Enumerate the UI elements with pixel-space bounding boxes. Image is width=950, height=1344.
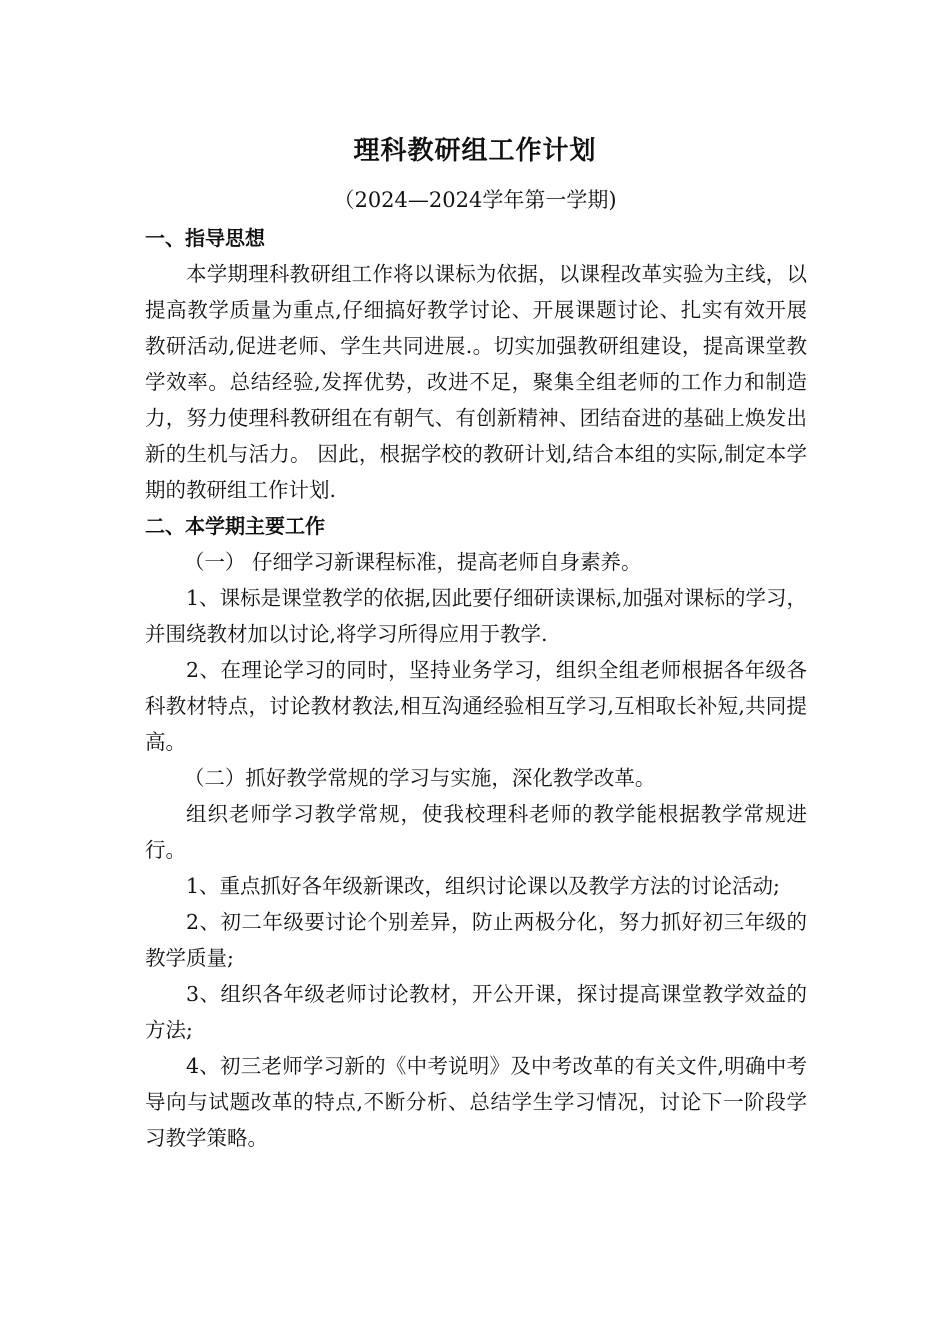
list-item: 2、初二年级要讨论个别差异，防止两极分化，努力抓好初三年级的教学质量;: [145, 910, 807, 970]
document-title: 理科教研组工作计划: [353, 136, 597, 166]
document-body: [145, 220, 807, 1156]
list-item: 1、重点抓好各年级新课改，组织讨论课以及教学方法的讨论活动;: [186, 874, 780, 898]
paragraph-guiding-ideology: 本学期理科教研组工作将以课标为依据，以课程改革实验为主线，以提高教学质量为重点,仔细搞好教学讨论、开展课题讨论、扎实有效开展教研活动,促进老师、学生共同进展.。切实加强教研组建设，提高课堂教学效率。总结经验,发挥优势，改进不足，聚集全组老师的工作力和制造力，努力使理科教研组在有朝气、有创新精神、团结奋进的基础上焕发出新的生机与活力。 因此，根据学校的教研计划,结合本组的实际,制定本学期的教研组工作计划.: [145, 262, 807, 502]
document-subtitle: （2024—2024学年第一学期): [333, 188, 617, 212]
section-heading-guiding-ideology: 一、指导思想: [145, 226, 265, 250]
paragraph-routines-intro: 组织老师学习教学常规，使我校理科老师的教学能根据教学常规进行。: [145, 802, 807, 862]
list-item: 2、在理论学习的同时，坚持业务学习，组织全组老师根据各年级各科教材特点，讨论教材教法,相互沟通经验相互学习,互相取长补短,共同提高。: [145, 658, 807, 754]
subsection-title-study-standards: （一） 仔细学习新课程标准，提高老师自身素养。: [183, 550, 642, 574]
list-item: 3、组织各年级老师讨论教材，开公开课，探讨提高课堂教学效益的方法;: [145, 982, 807, 1042]
list-item: 1、课标是课堂教学的依据,因此要仔细研读课标,加强对课标的学习，并围绕教材加以讨论,将学习所得应用于教学.: [145, 586, 807, 646]
list-item: 4、初三老师学习新的《中考说明》及中考改革的有关文件,明确中考导向与试题改革的特点,不断分析、总结学生学习情况，讨论下一阶段学习教学策略。: [145, 1054, 807, 1150]
section-heading-main-work: 二、本学期主要工作: [145, 514, 325, 538]
subsection-title-teaching-routines: （二）抓好教学常规的学习与实施，深化教学改革。: [183, 766, 656, 790]
